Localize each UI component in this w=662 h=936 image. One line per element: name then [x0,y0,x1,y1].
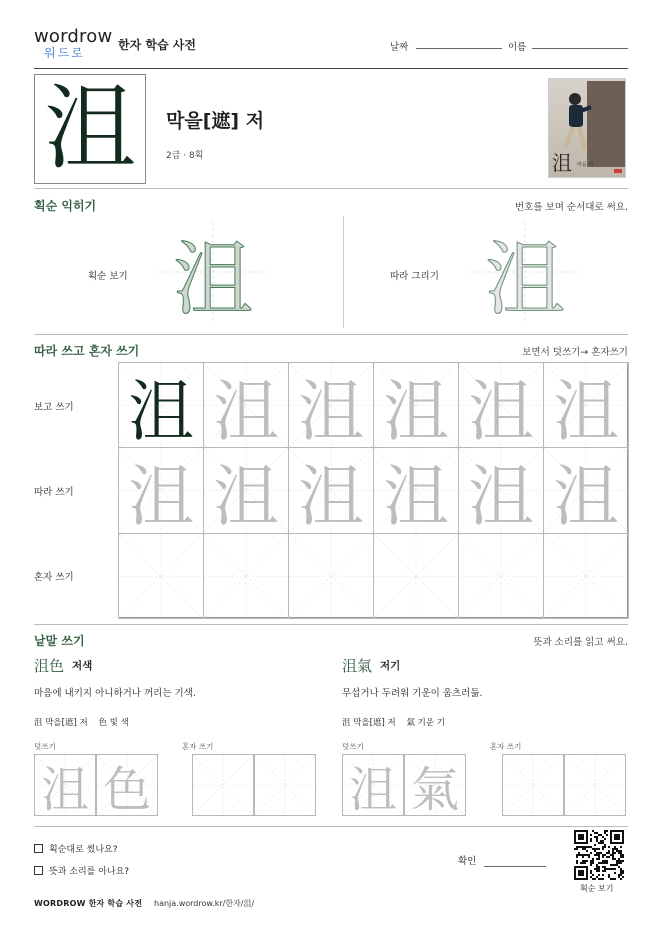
practice-cell[interactable] [543,533,629,619]
header-title: 한자 학습 사전 [118,38,196,52]
word-1-alone-label: 혼자 쓰기 [182,742,214,751]
word-trace-cell[interactable] [404,754,466,816]
cell-character: 色 [102,761,151,816]
word-alone-cell[interactable] [254,754,316,816]
stroke-trace-character: 沮 [485,232,565,326]
cell-character: 沮 [383,372,449,449]
cell-character: 沮 [553,458,619,534]
word-1-breakdown: 沮 막을[遮] 저 色 빛 색 [34,718,129,728]
practice-cell[interactable] [118,362,204,448]
cell-guide-lines [204,534,288,618]
cell-character: 沮 [553,372,619,449]
practice-row-label-3: 혼자 쓰기 [34,572,74,583]
checklist-item-2[interactable] [34,864,129,877]
word-section-note: 뜻과 소리를 읽고 써요. [533,637,628,648]
word-1-trace-boxes [34,754,158,816]
logo-bottom-text: 워드로 [44,46,85,60]
footer-url[interactable]: hanja.wordrow.kr/한자/沮/ [154,899,255,908]
cell-guide-lines [374,534,458,618]
stroke-view-label: 획순 보기 [88,271,128,282]
practice-cell[interactable] [118,533,204,619]
thumbnail-char: 沮 [552,151,572,175]
stroke-section-title: 획순 익히기 [34,199,97,213]
thumbnail-caption: 막을 저 [577,162,594,168]
logo-top-text: wordrow [34,26,113,47]
stroke-view-cell [158,222,268,326]
qr-code-icon[interactable] [574,830,624,880]
word-alone-cell[interactable] [192,754,254,816]
cell-character: 氣 [410,761,459,816]
word-2-definition: 무섭거나 두려워 기운이 움츠러듦. [342,688,483,699]
practice-cell[interactable] [458,362,544,448]
checklist-item-2-text: 뜻과 소리를 아나요? [49,867,130,877]
word-trace-cell[interactable] [96,754,158,816]
practice-cell[interactable] [118,447,204,533]
practice-cell[interactable] [288,533,374,619]
hero-character: 沮 [43,75,136,182]
word-section-title: 낱말 쓰기 [34,634,85,648]
word-trace-cell[interactable] [34,754,96,816]
word-2-hanja: 沮氣 [342,657,373,675]
word-alone-cell[interactable] [564,754,626,816]
practice-section-divider [34,624,628,625]
word-alone-cell[interactable] [502,754,564,816]
practice-cell[interactable] [373,533,459,619]
stroke-trace-label: 따라 그리기 [390,271,439,282]
cell-character: 沮 [298,372,364,449]
word-1-trace-label: 덧쓰기 [34,742,56,751]
thumbnail-badge [614,169,622,173]
practice-cell[interactable] [203,533,289,619]
practice-cell[interactable] [288,362,374,448]
header-divider [34,68,628,69]
practice-section-title: 따라 쓰고 혼자 쓰기 [34,344,140,358]
word-2-trace-boxes [342,754,466,816]
cell-character: 沮 [468,372,534,449]
footer-brand: WORDROW 한자 학습 사전 [34,899,143,908]
stroke-divider-vertical [343,216,344,328]
word-1-alone-boxes [192,754,316,816]
word-2-trace-label: 덧쓰기 [342,742,364,751]
cell-guide-lines [544,534,628,618]
name-label: 이름 [508,42,527,53]
cell-character: 沮 [348,761,397,816]
cell-guide-lines [255,755,315,815]
cell-character: 沮 [213,372,279,449]
hero-info: 2급 · 8획 [166,151,204,161]
cell-guide-lines [503,755,563,815]
cell-guide-lines [289,534,373,618]
cell-character: 沮 [40,761,89,816]
practice-cell[interactable] [203,447,289,533]
word-2-breakdown: 沮 막을[遮] 저 氣 기운 기 [342,718,446,728]
word-section-divider [34,826,628,827]
practice-cell[interactable] [373,362,459,448]
cell-character: 沮 [298,458,364,534]
practice-row-label-2: 따라 쓰기 [34,487,74,498]
word-trace-cell[interactable] [342,754,404,816]
cell-character: 沮 [383,458,449,534]
cell-guide-lines [193,755,253,815]
word-1-hanja: 沮色 [34,657,65,675]
date-label: 날짜 [390,42,409,53]
cell-guide-lines [565,755,625,815]
stroke-trace-cell[interactable] [470,222,580,326]
stroke-section-note: 번호를 보며 순서대로 써요. [514,202,628,213]
checklist-item-1[interactable] [34,842,118,855]
practice-cell[interactable] [203,362,289,448]
word-2-reading: 저기 [380,660,401,672]
hero-char-box [34,74,146,184]
practice-cell[interactable] [288,447,374,533]
practice-cell[interactable] [458,533,544,619]
word-2-alone-label: 혼자 쓰기 [490,742,522,751]
word-2-alone-boxes [502,754,626,816]
cell-character: 沮 [128,372,194,449]
date-field[interactable] [416,48,502,49]
hero-meaning: 막을[遮] 저 [166,110,265,132]
confirm-field[interactable] [484,866,546,867]
practice-row-label-1: 보고 쓰기 [34,402,74,413]
word-1-definition: 마음에 내키지 아니하거나 꺼리는 기색. [34,688,196,699]
logo [34,28,114,64]
practice-cell[interactable] [543,362,629,448]
practice-grid [118,362,628,618]
cell-character: 沮 [213,458,279,534]
practice-section-note: 보면서 덧쓰기→ 혼자쓰기 [522,347,628,358]
practice-cell[interactable] [458,447,544,533]
checkbox-icon[interactable] [34,844,43,853]
stroke-section-divider [34,334,628,335]
hero-divider [34,188,628,189]
stroke-view-character: 沮 [173,232,253,326]
qr-label: 획순 보기 [580,884,614,893]
checkbox-icon[interactable] [34,866,43,875]
confirm-label: 확인 [458,856,477,867]
hero-thumbnail[interactable] [548,78,626,178]
name-field[interactable] [532,48,628,49]
cell-guide-lines [119,534,203,618]
cell-guide-lines [459,534,543,618]
practice-cell[interactable] [373,447,459,533]
cell-character: 沮 [468,458,534,534]
cell-character: 沮 [128,458,194,534]
checklist-item-1-text: 획순대로 썼나요? [49,845,118,855]
word-1-reading: 저색 [72,660,93,672]
practice-cell[interactable] [543,447,629,533]
